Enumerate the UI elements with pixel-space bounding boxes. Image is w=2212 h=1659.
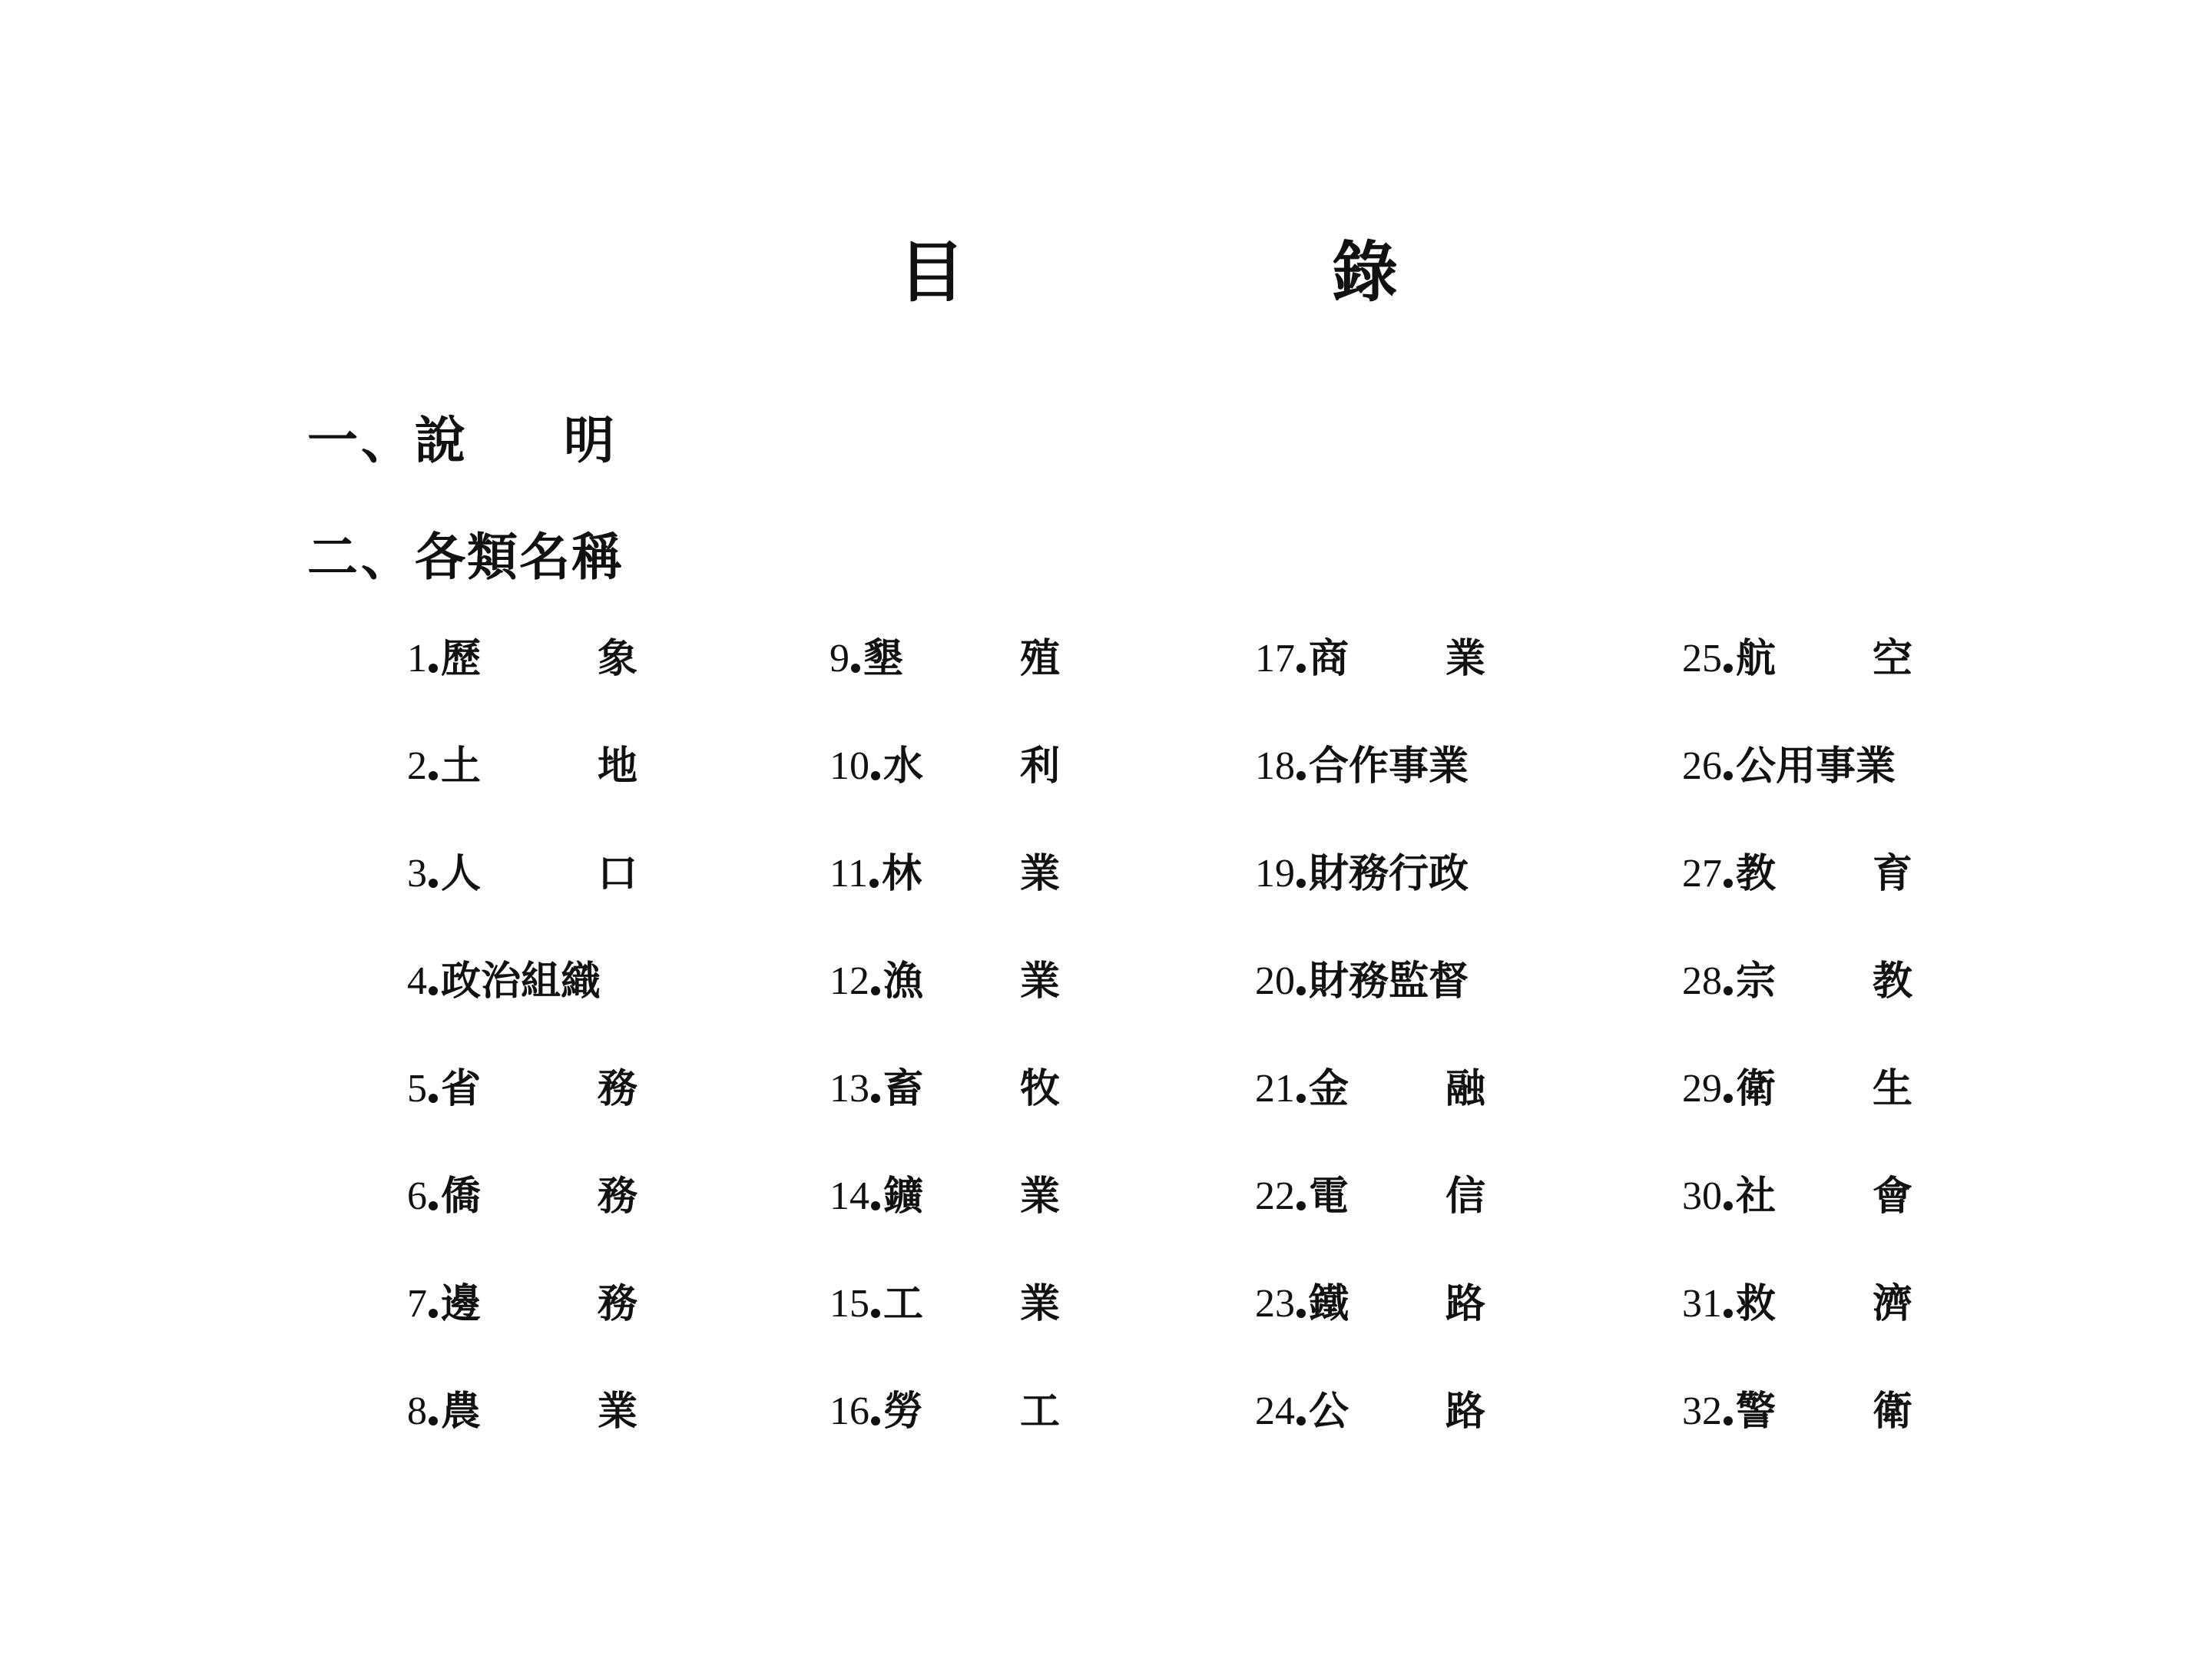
category-name-part: 信 xyxy=(1445,1173,1485,1220)
category-number: 29 xyxy=(1682,1067,1722,1111)
category-name-part: 教 xyxy=(1736,850,1777,897)
category-item xyxy=(1255,951,1485,1012)
category-item xyxy=(1682,951,1912,1012)
category-item xyxy=(830,628,1060,690)
category-name-part: 業 xyxy=(1019,1173,1060,1220)
category-name-part: 人 xyxy=(441,850,482,897)
category-name-part: 畜 xyxy=(883,1065,924,1112)
category-name xyxy=(1736,1058,1912,1120)
bullet-dot-icon xyxy=(1724,1416,1733,1426)
category-name-part: 公用事業 xyxy=(1736,743,1896,790)
category-item xyxy=(1255,1381,1485,1442)
category-item xyxy=(1682,1058,1912,1120)
category-item xyxy=(1682,1381,1912,1442)
category-number: 20 xyxy=(1255,959,1295,1003)
category-name-part: 邊 xyxy=(441,1280,482,1327)
category-number: 22 xyxy=(1255,1174,1295,1218)
category-name xyxy=(441,1381,637,1442)
section-label: 各類名稱 xyxy=(415,527,624,587)
bullet-dot-icon xyxy=(871,1094,880,1103)
bullet-dot-icon xyxy=(1296,1201,1306,1210)
category-number: 11 xyxy=(830,852,869,896)
category-number: 7 xyxy=(407,1282,427,1326)
category-item xyxy=(407,1166,637,1227)
section-label-char: 明 xyxy=(564,410,614,470)
bullet-dot-icon xyxy=(1724,1094,1733,1103)
category-name xyxy=(1309,1273,1485,1335)
category-item xyxy=(407,1058,637,1120)
category-name-part: 公 xyxy=(1309,1388,1349,1435)
category-name-part: 融 xyxy=(1445,1065,1485,1112)
category-name xyxy=(1736,1166,1912,1227)
category-number: 25 xyxy=(1682,637,1722,680)
bullet-dot-icon xyxy=(1724,986,1733,995)
category-name-part: 濟 xyxy=(1872,1280,1912,1327)
category-item xyxy=(407,1273,637,1335)
bullet-dot-icon xyxy=(871,1416,880,1426)
category-name-part: 利 xyxy=(1019,743,1060,790)
category-name xyxy=(1309,1166,1485,1227)
category-name-part: 財務行政 xyxy=(1309,850,1469,897)
category-number: 27 xyxy=(1682,852,1722,896)
category-number: 32 xyxy=(1682,1389,1722,1433)
category-name-part: 歷 xyxy=(441,635,482,682)
category-item xyxy=(1255,1166,1485,1227)
bullet-dot-icon xyxy=(871,1309,880,1318)
category-name xyxy=(863,628,1060,690)
section-category-names xyxy=(307,522,624,591)
bullet-dot-icon xyxy=(429,664,438,673)
category-item xyxy=(1255,1058,1485,1120)
category-name-part: 衛 xyxy=(1736,1065,1777,1112)
section-marker: 二、 xyxy=(307,527,415,587)
category-number: 14 xyxy=(830,1174,869,1218)
category-name xyxy=(1736,628,1912,690)
category-number: 30 xyxy=(1682,1174,1722,1218)
bullet-dot-icon xyxy=(1296,771,1306,780)
category-item xyxy=(830,951,1060,1012)
category-name-part: 鐵 xyxy=(1309,1280,1349,1327)
bullet-dot-icon xyxy=(871,771,880,780)
category-item xyxy=(1682,736,1912,797)
bullet-dot-icon xyxy=(429,986,438,995)
category-name-part: 墾 xyxy=(863,635,904,682)
category-name-part: 象 xyxy=(597,635,637,682)
category-item xyxy=(1255,628,1485,690)
category-name-part: 工 xyxy=(883,1280,924,1327)
bullet-dot-icon xyxy=(1724,1201,1733,1210)
category-number: 4 xyxy=(407,959,427,1003)
category-name xyxy=(883,951,1060,1012)
category-name-part: 勞 xyxy=(883,1388,924,1435)
bullet-dot-icon xyxy=(429,1201,438,1210)
category-name-part: 教 xyxy=(1872,958,1912,1005)
category-name-part: 工 xyxy=(1019,1388,1060,1435)
bullet-dot-icon xyxy=(1296,664,1306,673)
category-name-part: 育 xyxy=(1872,850,1912,897)
category-number: 1 xyxy=(407,637,427,680)
category-name-part: 地 xyxy=(597,743,637,790)
category-name-part: 僑 xyxy=(441,1173,482,1220)
category-name-part: 會 xyxy=(1872,1173,1912,1220)
bullet-dot-icon xyxy=(1296,1094,1306,1103)
category-name-part: 金 xyxy=(1309,1065,1349,1112)
category-name xyxy=(1309,628,1485,690)
category-item xyxy=(830,1166,1060,1227)
category-list xyxy=(407,628,1943,1473)
category-name-part: 生 xyxy=(1872,1065,1912,1112)
category-name xyxy=(883,1381,1060,1442)
category-name-part: 口 xyxy=(597,850,637,897)
category-name xyxy=(1736,951,1912,1012)
category-number: 26 xyxy=(1682,744,1722,788)
category-name xyxy=(882,843,1060,905)
category-column xyxy=(830,628,1060,1473)
category-name-part: 路 xyxy=(1445,1280,1485,1327)
bullet-dot-icon xyxy=(1724,1309,1733,1318)
page-title xyxy=(899,230,1398,315)
category-number: 6 xyxy=(407,1174,427,1218)
category-name xyxy=(441,843,637,905)
category-name xyxy=(441,628,637,690)
category-column xyxy=(407,628,637,1473)
bullet-dot-icon xyxy=(1296,1309,1306,1318)
category-name-part: 務 xyxy=(597,1065,637,1112)
section-marker: 一、 xyxy=(307,410,415,470)
category-number: 17 xyxy=(1255,637,1295,680)
category-item xyxy=(830,1058,1060,1120)
bullet-dot-icon xyxy=(871,986,880,995)
bullet-dot-icon xyxy=(871,1201,880,1210)
category-name-part: 水 xyxy=(883,743,924,790)
category-name xyxy=(1736,736,1912,797)
category-name-part: 業 xyxy=(1019,1280,1060,1327)
category-name-part: 省 xyxy=(441,1065,482,1112)
bullet-dot-icon xyxy=(1296,1416,1306,1426)
section-label-char: 說 xyxy=(415,410,465,470)
category-column xyxy=(1682,628,1912,1473)
category-number: 16 xyxy=(830,1389,869,1433)
category-name-part: 土 xyxy=(441,743,482,790)
category-name-part: 警 xyxy=(1736,1388,1777,1435)
bullet-dot-icon xyxy=(1296,879,1306,888)
category-name xyxy=(1309,1381,1485,1442)
category-name xyxy=(1736,1273,1912,1335)
category-item xyxy=(407,628,637,690)
category-item xyxy=(1255,1273,1485,1335)
category-name-part: 鑛 xyxy=(883,1173,924,1220)
category-name xyxy=(441,951,637,1012)
bullet-dot-icon xyxy=(429,879,438,888)
category-item xyxy=(1682,843,1912,905)
bullet-dot-icon xyxy=(851,664,860,673)
bullet-dot-icon xyxy=(1724,879,1733,888)
category-name-part: 社 xyxy=(1736,1173,1777,1220)
category-name xyxy=(883,736,1060,797)
category-name-part: 林 xyxy=(882,850,922,897)
category-name-part: 政治組織 xyxy=(441,958,601,1005)
category-number: 8 xyxy=(407,1389,427,1433)
category-name-part: 業 xyxy=(597,1388,637,1435)
category-name xyxy=(883,1166,1060,1227)
title-char-1: 目 xyxy=(899,233,965,311)
category-column xyxy=(1255,628,1485,1473)
section-label xyxy=(415,406,614,475)
category-name-part: 業 xyxy=(1019,850,1060,897)
category-name xyxy=(1309,951,1485,1012)
category-name xyxy=(883,1273,1060,1335)
category-name-part: 漁 xyxy=(883,958,924,1005)
category-item xyxy=(1682,1273,1912,1335)
category-item xyxy=(830,1381,1060,1442)
category-name xyxy=(1736,1381,1912,1442)
category-number: 19 xyxy=(1255,852,1295,896)
category-number: 15 xyxy=(830,1282,869,1326)
category-number: 12 xyxy=(830,959,869,1003)
category-item xyxy=(1255,843,1485,905)
category-name-part: 電 xyxy=(1309,1173,1349,1220)
category-name-part: 財務監督 xyxy=(1309,958,1469,1005)
bullet-dot-icon xyxy=(429,1416,438,1426)
category-number: 18 xyxy=(1255,744,1295,788)
category-number: 5 xyxy=(407,1067,427,1111)
bullet-dot-icon xyxy=(869,879,879,888)
category-number: 3 xyxy=(407,852,427,896)
bullet-dot-icon xyxy=(1724,771,1733,780)
category-name-part: 農 xyxy=(441,1388,482,1435)
category-number: 28 xyxy=(1682,959,1722,1003)
section-explanation xyxy=(307,406,614,475)
category-name xyxy=(441,1058,637,1120)
category-name-part: 務 xyxy=(597,1280,637,1327)
category-item xyxy=(830,1273,1060,1335)
category-name-part: 業 xyxy=(1445,635,1485,682)
category-name xyxy=(1309,1058,1485,1120)
category-name-part: 務 xyxy=(597,1173,637,1220)
bullet-dot-icon xyxy=(1724,664,1733,673)
bullet-dot-icon xyxy=(429,1309,438,1318)
category-name-part: 衛 xyxy=(1872,1388,1912,1435)
category-name xyxy=(441,1273,637,1335)
category-item xyxy=(1682,1166,1912,1227)
category-number: 10 xyxy=(830,744,869,788)
category-number: 13 xyxy=(830,1067,869,1111)
title-char-2: 錄 xyxy=(1332,233,1398,311)
category-number: 21 xyxy=(1255,1067,1295,1111)
bullet-dot-icon xyxy=(429,1094,438,1103)
category-name-part: 牧 xyxy=(1019,1065,1060,1112)
category-number: 23 xyxy=(1255,1282,1295,1326)
category-item xyxy=(830,736,1060,797)
category-name-part: 救 xyxy=(1736,1280,1777,1327)
category-item xyxy=(407,951,637,1012)
category-name-part: 路 xyxy=(1445,1388,1485,1435)
category-item xyxy=(407,1381,637,1442)
bullet-dot-icon xyxy=(1296,986,1306,995)
category-number: 24 xyxy=(1255,1389,1295,1433)
category-name-part: 空 xyxy=(1872,635,1912,682)
category-name xyxy=(1736,843,1912,905)
category-name-part: 宗 xyxy=(1736,958,1777,1005)
category-name-part: 合作事業 xyxy=(1309,743,1469,790)
category-item xyxy=(1682,628,1912,690)
category-name-part: 商 xyxy=(1309,635,1349,682)
category-name xyxy=(883,1058,1060,1120)
category-number: 2 xyxy=(407,744,427,788)
category-name xyxy=(1309,843,1485,905)
category-item xyxy=(1255,736,1485,797)
category-item xyxy=(830,843,1060,905)
category-name-part: 業 xyxy=(1019,958,1060,1005)
category-name-part: 航 xyxy=(1736,635,1777,682)
category-name xyxy=(441,736,637,797)
category-item xyxy=(407,736,637,797)
category-item xyxy=(407,843,637,905)
category-name xyxy=(1309,736,1485,797)
bullet-dot-icon xyxy=(429,771,438,780)
category-number: 9 xyxy=(830,637,849,680)
category-number: 31 xyxy=(1682,1282,1722,1326)
category-name-part: 殖 xyxy=(1019,635,1060,682)
category-name xyxy=(441,1166,637,1227)
